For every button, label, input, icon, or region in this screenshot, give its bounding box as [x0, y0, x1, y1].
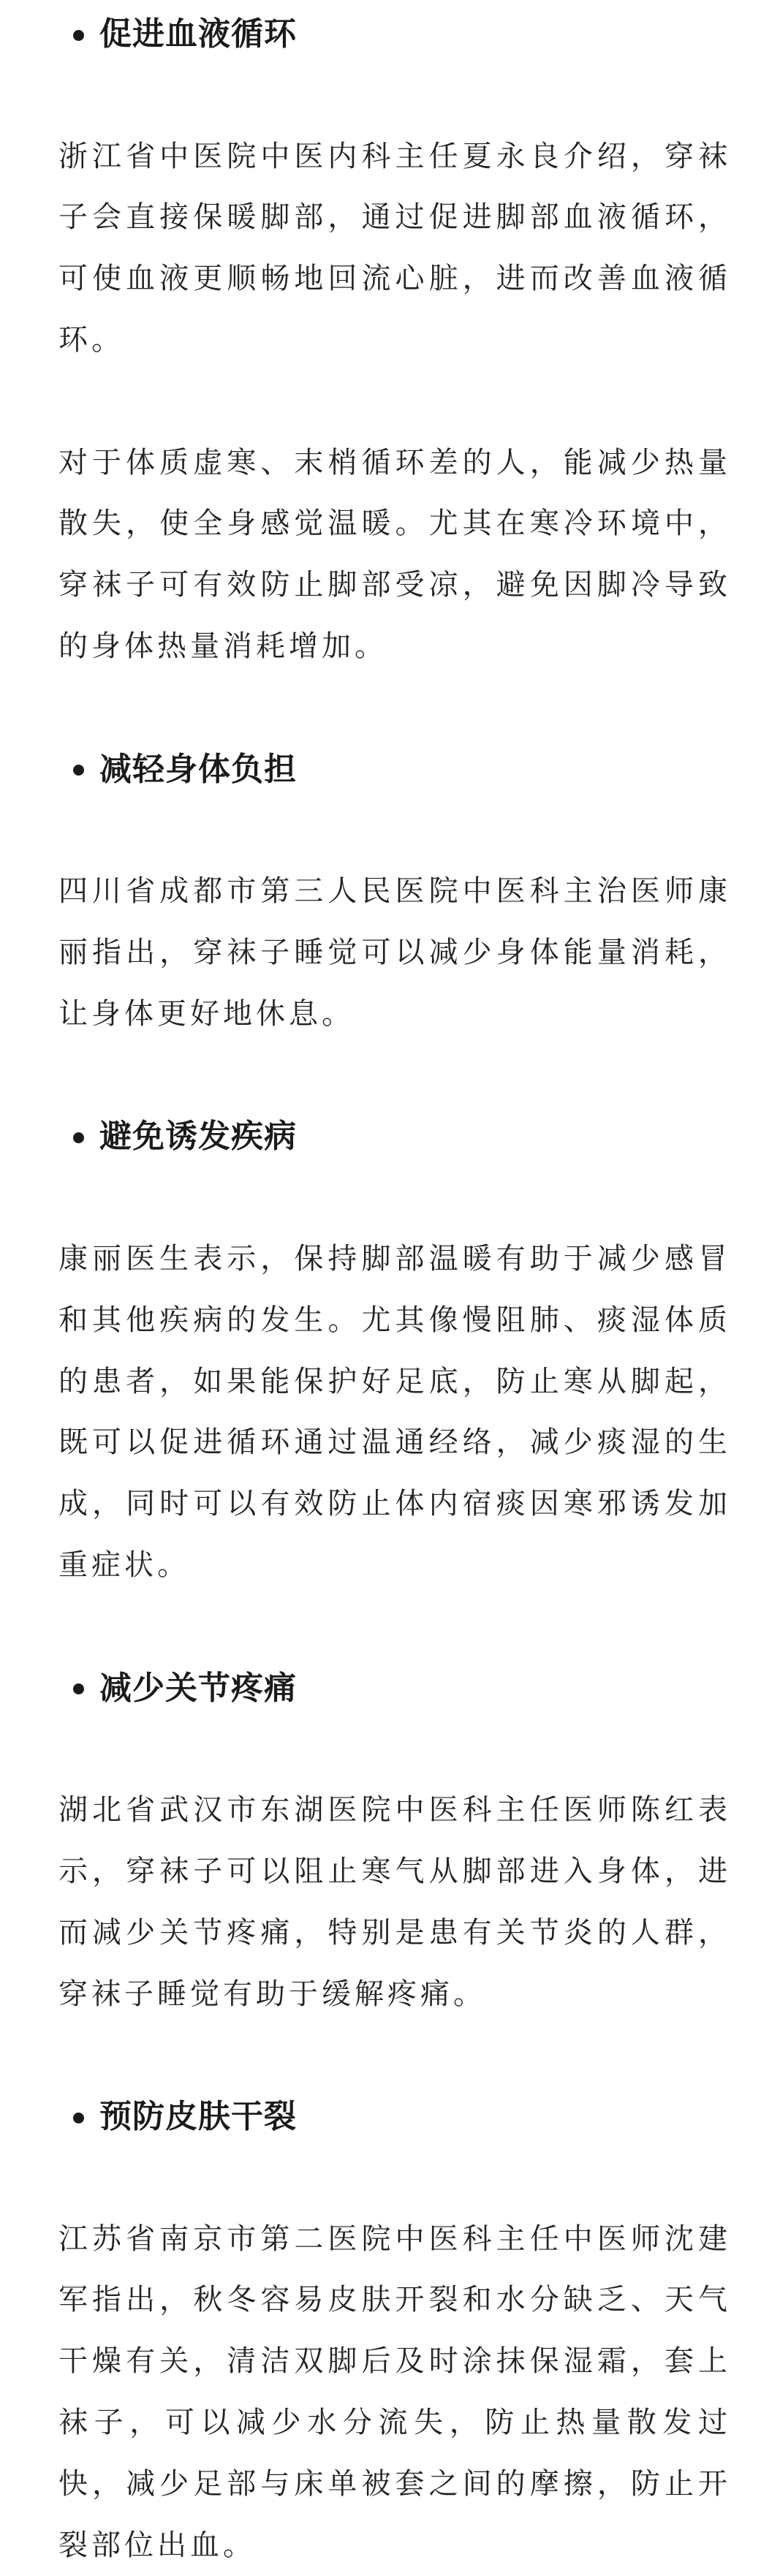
section-heading	[0, 2086, 780, 2148]
paragraph	[58, 2209, 731, 2576]
section-heading-text: 促进血液循环	[99, 15, 297, 53]
paragraph-line: 示，穿袜子可以阻止寒气从脚部进入身体，进	[58, 1854, 731, 1888]
section-heading-text: 避免诱发疾病	[99, 1118, 297, 1156]
paragraph-line: 四川省成都市第三人民医院中医科主治医师康	[58, 874, 731, 909]
section-promote-circulation	[0, 4, 780, 678]
section-avoid-triggering-disease	[0, 1106, 780, 1596]
bullet-icon	[73, 30, 84, 41]
bullet-icon	[73, 1683, 84, 1694]
section-heading	[0, 739, 780, 800]
paragraph-line: 快，减少足部与床单被套之间的摩擦，防止开	[58, 2466, 731, 2501]
paragraph-line: 湖北省武汉市东湖医院中医科主任医师陈红表	[58, 1793, 731, 1827]
paragraph	[58, 126, 731, 371]
section-heading	[0, 1658, 780, 1719]
paragraph	[58, 861, 731, 1045]
section-reduce-body-burden	[0, 739, 780, 1045]
paragraph-line: 既可以促进循环通过温通经络，减少痰湿的生	[58, 1425, 731, 1460]
bullet-icon	[73, 1132, 84, 1143]
bullet-icon	[73, 765, 84, 776]
paragraph-line: 江苏省南京市第二医院中医科主任中医师沈建	[58, 2221, 731, 2256]
paragraph-line: 干燥有关，清洁双脚后及时涂抹保湿霜，套上	[58, 2344, 731, 2379]
paragraph-line: 裂部位出血。	[58, 2528, 256, 2562]
paragraph-line: 的患者，如果能保护好足底，防止寒从脚起，	[58, 1364, 731, 1398]
section-heading	[0, 1106, 780, 1167]
paragraph-line: 环。	[58, 322, 124, 357]
paragraph-line: 康丽医生表示，保持脚部温暖有助于减少感冒	[58, 1241, 731, 1276]
section-reduce-joint-pain	[0, 1658, 780, 2026]
paragraph	[58, 1229, 731, 1596]
bullet-icon	[73, 2113, 84, 2124]
paragraph-line: 散失，使全身感觉温暖。尤其在寒冷环境中，	[58, 507, 731, 541]
paragraph-line: 重症状。	[58, 1548, 190, 1582]
paragraph-line: 的身体热量消耗增加。	[58, 629, 387, 663]
paragraph-line: 子会直接保暖脚部，通过促进脚部血液循环，	[58, 200, 731, 235]
paragraph-line: 袜子，可以减少水分流失，防止热量散发过	[58, 2406, 731, 2440]
paragraph-line: 丽指出，穿袜子睡觉可以减少身体能量消耗，	[58, 935, 731, 969]
section-heading-text: 减少关节疼痛	[99, 1669, 297, 1707]
paragraph-line: 对于体质虚寒、末梢循环差的人，能减少热量	[58, 445, 731, 480]
paragraph-line: 让身体更好地休息。	[58, 996, 355, 1031]
paragraph-line: 和其他疾病的发生。尤其像慢阻肺、痰湿体质	[58, 1303, 731, 1337]
paragraph	[58, 1780, 731, 2025]
paragraph-line: 穿袜子睡觉有助于缓解疼痛。	[58, 1977, 486, 2011]
section-heading	[0, 4, 780, 65]
paragraph-line: 浙江省中医院中医内科主任夏永良介绍，穿袜	[58, 139, 731, 173]
section-prevent-dry-cracked-skin	[0, 2086, 780, 2576]
paragraph-line: 而减少关节疼痛，特别是患有关节炎的人群，	[58, 1915, 731, 1950]
paragraph-line: 穿袜子可有效防止脚部受凉，避免因脚冷导致	[58, 568, 731, 602]
paragraph-line: 军指出，秋冬容易皮肤开裂和水分缺乏、天气	[58, 2283, 731, 2317]
section-heading-text: 预防皮肤干裂	[99, 2098, 297, 2136]
paragraph	[58, 433, 731, 678]
paragraph-line: 可使血液更顺畅地回流心脏，进而改善血液循	[58, 262, 731, 296]
section-heading-text: 减轻身体负担	[99, 750, 297, 788]
paragraph-line: 成，同时可以有效防止体内宿痰因寒邪诱发加	[58, 1487, 731, 1521]
